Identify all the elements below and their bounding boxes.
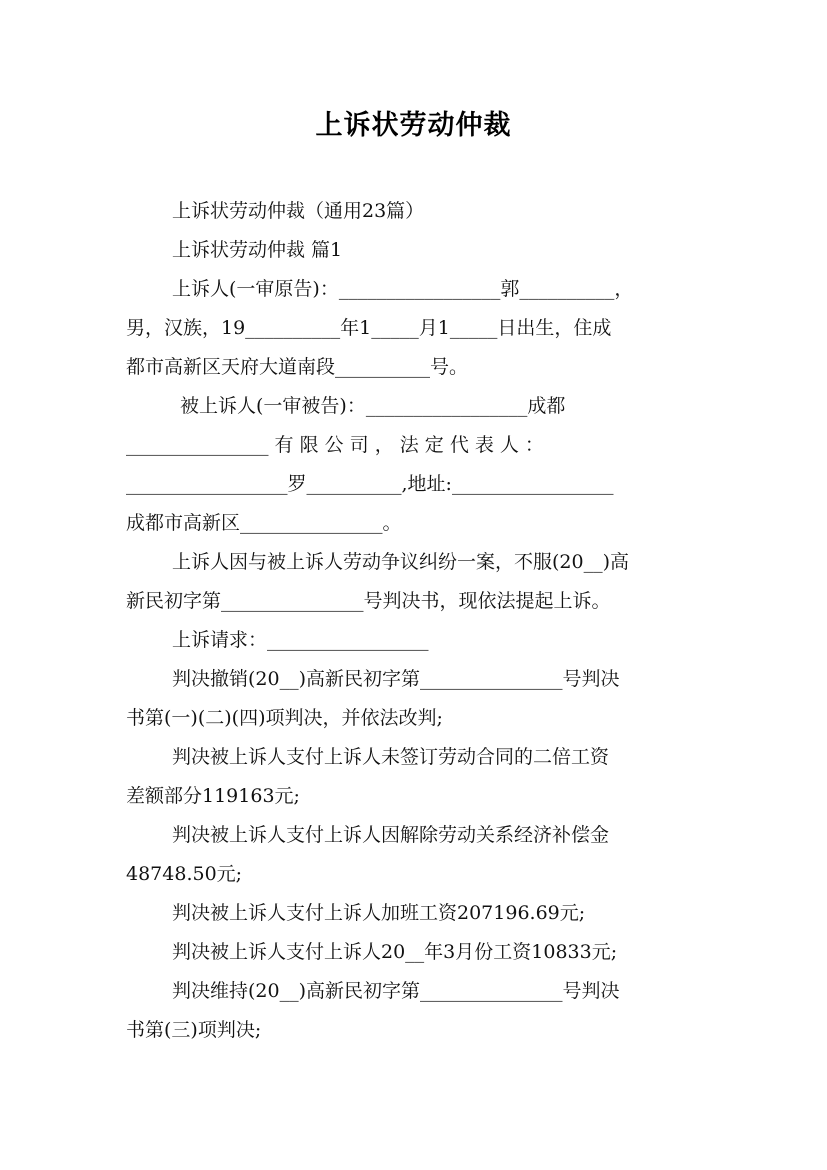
text-line: 判决被上诉人支付上诉人20__年3月份工资10833元; (172, 941, 618, 963)
text-line: 上诉请求：_________________ (172, 629, 429, 651)
text-line: 上诉人(一审原告)：_________________郭__________， (172, 278, 634, 300)
text-line: 差额部分119163元; (126, 785, 300, 807)
text-line: 书第(一)(二)(四)项判决，并依法改判; (126, 707, 443, 729)
text-line: 男，汉族，19__________年1_____月1_____日出生，住成 (126, 317, 612, 339)
text-line: 判决被上诉人支付上诉人因解除劳动关系经济补偿金 (172, 824, 610, 846)
document-title: 上诉状劳动仲裁 (315, 110, 512, 141)
text-line: 成都市高新区_______________。 (126, 512, 402, 534)
text-line: 被上诉人(一审被告)：_________________成都 (180, 395, 566, 417)
text-line: 48748.50元; (126, 863, 243, 885)
text-line: 新民初字第_______________号判决书，现依法提起上诉。 (126, 590, 611, 612)
text-line: 判决被上诉人支付上诉人未签订劳动合同的二倍工资 (172, 746, 610, 768)
text-line: 判决撤销(20__)高新民初字第_______________号判决 (172, 668, 620, 690)
text-line: 上诉人因与被上诉人劳动争议纠纷一案，不服(20__)高 (172, 551, 630, 573)
text-line: 判决被上诉人支付上诉人加班工资207196.69元; (172, 902, 586, 924)
text-line: 书第(三)项判决; (126, 1019, 262, 1041)
text-line: 上诉状劳动仲裁（通用23篇） (172, 200, 425, 222)
text-line: 都市高新区天府大道南段__________号。 (126, 356, 469, 378)
text-line: _______________ 有 限 公 司 ， 法 定 代 表 人 ： (126, 434, 544, 456)
text-line: 上诉状劳动仲裁 篇1 (172, 239, 343, 261)
text-line: 判决维持(20__)高新民初字第_______________号判决 (172, 980, 620, 1002)
text-line: _________________罗__________,地址:_________________ (126, 473, 614, 495)
